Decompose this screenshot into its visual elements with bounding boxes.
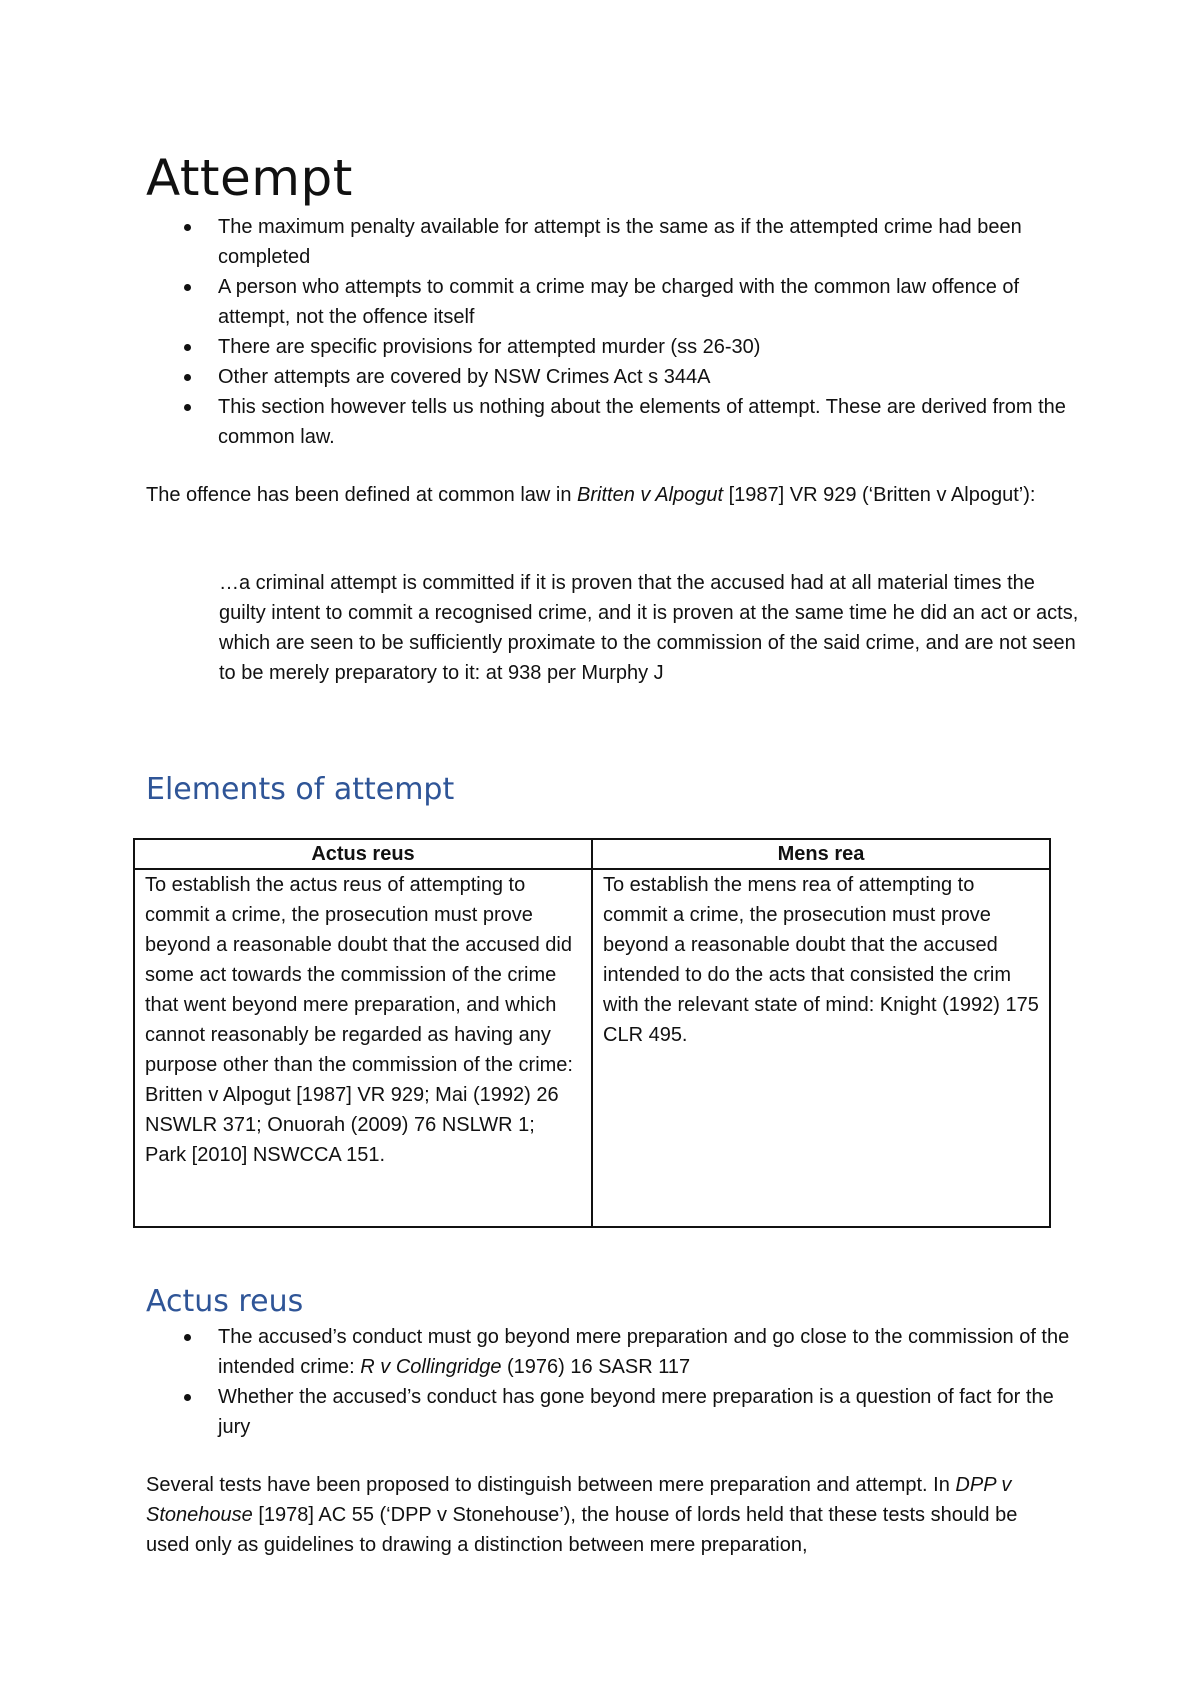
actus-reus-heading: Actus reus [146,1284,304,1319]
case-name: DPP v Stonehouse [146,1474,1012,1526]
list-item: This section however tells us nothing about the elements of attempt. These are derived from the common law. [146,392,1076,452]
quotation-block: …a criminal attempt is committed if it is proven that the accused had at all material times the guilty intent to commit a recognised crime, and it is proven at the same time he did an act or acts, which are seen to be sufficiently proximate to the commission of the said crime, and are not seen to be merely preparatory to it: at 938 per Murphy J [219,572,1079,684]
case-name: R v Collingridge [360,1356,502,1378]
table-row [134,869,1050,1227]
list-item: A person who attempts to commit a crime may be charged with the common law offence of attempt, not the offence itself [146,272,1076,332]
mens-rea-cell: To establish the mens rea of attempting to commit a crime, the prosecution must prove beyond a reasonable doubt that the accused intended to do the acts that consisted the crim with the relevant state of mind: Knight (1992) 175 CLR 495. [592,869,1050,1227]
list-item [146,1322,1076,1382]
elements-table [133,838,1051,1228]
closing-paragraph [146,1470,1066,1560]
bullet-text: The accused’s conduct must go beyond mere preparation and go close to the commission of the intended crime: [218,1326,1070,1378]
list-item: There are specific provisions for attempted murder (ss 26-30) [146,332,1076,362]
actus-reus-bullet-list [146,1322,1076,1442]
actus-reus-cell: To establish the actus reus of attempting to commit a crime, the prosecution must prove beyond a reasonable doubt that the accused did some act towards the commission of the crime that went beyond mere preparation, and which cannot reasonably be regarded as having any purpose other than the commission of the crime: Britten v Alpogut [1987] VR 929; Mai (1992) 26 NSWLR 371; Onuorah (2009) 76 NSLWR 1; Park [2010] NSWCCA 151. [134,869,592,1227]
intro-bullet-list [146,212,1076,452]
table-header-row [134,839,1050,869]
column-header-actus-reus: Actus reus [134,839,592,869]
definition-paragraph [146,480,1066,510]
case-name: Britten v Alpogut [577,484,724,506]
closing-prefix: Several tests have been proposed to distinguish between mere preparation and attempt. In [146,1474,956,1496]
list-item: Other attempts are covered by NSW Crimes Act s 344A [146,362,1076,392]
definition-suffix: [1987] VR 929 (‘Britten v Alpogut’): [723,484,1036,506]
citation: (1976) 16 SASR 117 [501,1356,691,1378]
definition-prefix: The offence has been defined at common law in [146,484,578,506]
elements-heading: Elements of attempt [146,772,455,807]
list-item: Whether the accused’s conduct has gone beyond mere preparation is a question of fact for the jury [146,1382,1076,1442]
page-title: Attempt [146,149,353,207]
list-item: The maximum penalty available for attempt is the same as if the attempted crime had been completed [146,212,1076,272]
closing-suffix: [1978] AC 55 (‘DPP v Stonehouse’), the house of lords held that these tests should be used only as guidelines to drawing a distinction between mere preparation, [146,1504,1018,1556]
column-header-mens-rea: Mens rea [592,839,1050,869]
